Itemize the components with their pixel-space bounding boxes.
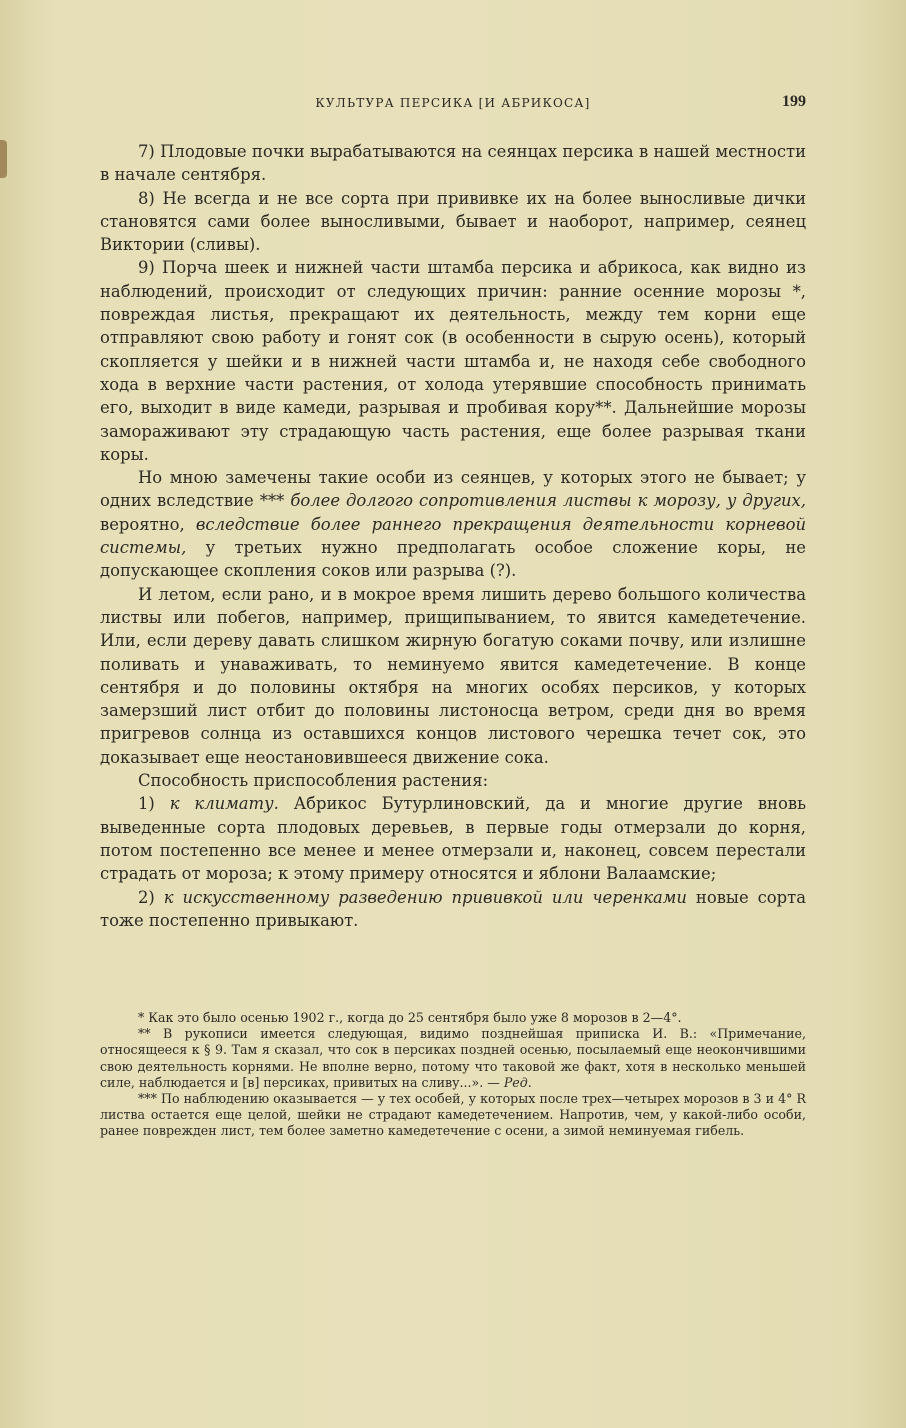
text-segment: у третьих нужно предполагать особое сложение коры, не допускающее скопления соков или разрыва (?). [100,538,806,581]
paragraph-7 [100,792,806,885]
paragraph-3 [100,256,806,466]
italic-segment: вследствие более раннего прекращения деятельности корневой системы, [100,514,806,558]
italic-segment: более долгого сопротивления листвы к морозу, у других, [290,491,806,511]
paragraph-5 [100,583,806,769]
text-segment: *** По наблюдению оказывается — у тех особей, у которых после трех—четырех морозов в 3 и 4° R листва остается еще целой, шейки не страдают камедетечением. Напротив, чем, у какой-либо особи, ранее поврежден лист, тем более заметно камедетечение с осени, а зимой неминуемая гибель. [100,1091,806,1139]
page-number: 199 [782,93,806,110]
paragraph-2 [100,187,806,257]
paragraph-8 [100,886,806,933]
running-title: КУЛЬТУРА ПЕРСИКА [И АБРИКОСА] [315,96,591,110]
text-segment: ** В рукописи имеется следующая, видимо позднейшая приписка И. В.: «Примечание, относящееся к § 9. Там я сказал, что сок в персиках поздней осенью, посылаемый еще неокончившими свою деятельность корнями. Не вполне верно, потому что таковой же факт, хотя в несколько меньшей силе, наблюдается и [в] персиках, привитых на сливу...». — [100,1026,806,1090]
text-segment: Абрикос Бутурлиновский, да и многие другие вновь выведенные сорта плодовых деревьев, в первые годы отмерзали до корня, потом постепенно все менее и менее отмерзали и, наконец, совсем перестали страдать от мороза; к этому примеру относятся и яблони Валаамские; [100,794,806,884]
paragraph-4 [100,466,806,582]
italic-segment: к искусственному разведению прививкой или черенками [163,887,687,907]
text-segment: 1) [138,794,170,814]
footnote-3 [100,1091,806,1140]
text-segment: Но мною замечены такие особи из сеянцев, у которых этого не бывает; у одних вследствие *** [100,468,806,511]
text-segment: 9) Порча шеек и нижней части штамба персика и абрикоса, как видно из наблюдений, происходит от следующих причин: ранние осенние морозы *, повреждая листья, прекращают их деятельность, между тем корни еще отправляют свою работу и гонят сок (в особенности в сырую осень), который скопляется у шейки и в нижней части штамба и, не находя себе свободного хода в верхние части растения, от холода утерявшие способность принимать его, выходит в виде камеди, разрывая и пробивая кору**. Дальнейшие морозы замораживают эту страдающую часть растения, еще более разрывая ткани коры. [100,258,806,464]
text-segment: вероятно, [100,514,196,534]
footnote-1 [100,1010,806,1026]
text-segment: Способность приспособления растения: [138,771,489,791]
italic-segment: Ред. [503,1074,532,1090]
page-edge-mark [0,140,7,178]
text-segment: новые сорта тоже постепенно привыкают. [100,887,806,930]
paragraph-6 [100,769,806,792]
text-segment: 8) Не всегда и не все сорта при прививке их на более выносливые дички становятся сами более выносливыми, бывает и наоборот, например, сеянец Виктории (сливы). [100,188,806,255]
text-segment: * Как это было осенью 1902 г., когда до 25 сентября было уже 8 морозов в 2—4°. [138,1010,682,1025]
main-text [100,140,806,932]
text-segment: И летом, если рано, и в мокрое время лишить дерево большого количества листвы или побегов, например, прищипыванием, то явится камедетечение. Или, если дереву давать слишком жирную богатую соками почву, или излишне поливать и унаваживать, то неминуемо явится камедетечение. В конце сентября и до половины октября на многих особях персиков, у которых замерзший лист отбит до половины листоносца ветром, среди дня во время пригревов солнца из оставшихся концов листового черешка течет сок, это доказывает еще неостановившееся движение сока. [100,584,806,767]
paragraph-1 [100,140,806,187]
text-segment: 2) [138,887,164,907]
footnotes [100,1010,806,1140]
text-segment: 7) Плодовые почки вырабатываются на сеянцах персика в нашей местности в начале сентября. [100,142,806,185]
running-head [100,93,806,116]
italic-segment: к климату. [169,794,279,814]
footnote-2 [100,1026,806,1091]
